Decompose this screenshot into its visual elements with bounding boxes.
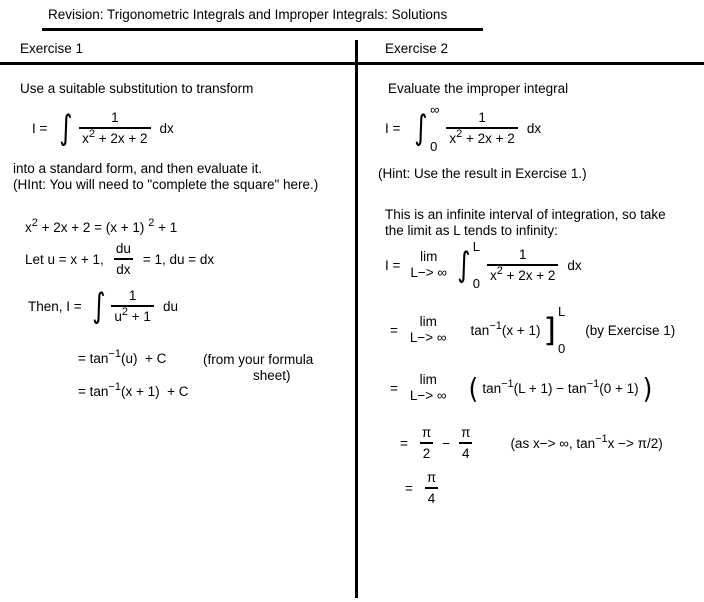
eq-differential: dx — [567, 257, 582, 273]
ex2-pi-equation — [400, 423, 663, 463]
den-tail: + 1 — [128, 309, 151, 324]
pi-over-4-fraction — [459, 425, 472, 461]
eq-differential: du — [162, 298, 178, 314]
eq-lhs: I = — [385, 257, 401, 273]
fraction-numerator: 1 — [478, 109, 486, 125]
by-exercise-note: (by Exercise 1) — [585, 322, 676, 338]
den-base: u — [114, 309, 122, 324]
fraction-numerator: 1 — [518, 246, 527, 262]
pi-over-4-fraction — [425, 470, 438, 506]
fraction-numerator: 1 — [111, 109, 119, 125]
den-exponent: 2 — [496, 265, 503, 277]
fraction-bar — [425, 487, 438, 489]
ex1-result-arctan-x — [78, 381, 189, 400]
fraction-bar — [111, 305, 154, 307]
lower-bound: 0 — [430, 139, 438, 154]
fraction-bar — [114, 258, 133, 260]
formula-sheet-note-line1: (from your formula — [203, 352, 314, 367]
close-paren: ) — [642, 371, 653, 405]
inverse-exponent: −1 — [595, 432, 608, 445]
eq-differential: dx — [526, 120, 542, 136]
cs-part2: + 2x + 2 = (x + 1) — [37, 220, 149, 235]
cs-exponent1: 2 — [31, 217, 38, 229]
inverse-exponent: −1 — [108, 348, 121, 360]
lower-bound: 0 — [472, 276, 480, 291]
arctan-expression — [470, 319, 541, 338]
fraction-numerator: 1 — [128, 287, 137, 303]
ex2-hint-line: (Hint: Use the result in Exercise 1.) — [378, 166, 587, 181]
ex2-main-equation — [385, 100, 541, 156]
inverse-exponent: −1 — [108, 381, 121, 393]
lim-subscript: L−> ∞ — [409, 388, 447, 403]
ex2-intro-text: Evaluate the improper integral — [388, 81, 569, 96]
ex2-explanation-line2: the limit as L tends to infinity: — [385, 223, 558, 238]
bracket-glyph: ] — [543, 311, 556, 349]
den-tail: + 2x + 2 — [502, 268, 556, 283]
title-underline — [42, 28, 483, 31]
fraction-numerator: π — [426, 469, 437, 485]
result-pre: = tan — [78, 384, 109, 399]
evaluation-bracket — [544, 304, 566, 356]
integral-sign: ∫ — [91, 285, 106, 326]
lim-label: lim — [419, 372, 437, 388]
subst-post: = 1, du = dx — [142, 251, 215, 267]
integral-sign: ∫ — [457, 244, 471, 285]
equals-sign: = — [405, 480, 413, 496]
limit-operator — [410, 249, 447, 281]
den-tail: + 2x + 2 — [94, 131, 148, 146]
fraction — [446, 110, 517, 146]
eq-lhs: I = — [385, 120, 401, 136]
fraction-numerator: π — [421, 424, 432, 440]
fraction-denominator — [111, 306, 154, 324]
ex1-hint-line: (HInt: You will need to "complete the square" here.) — [13, 177, 319, 192]
ex2-limit-equation — [385, 239, 582, 291]
substitution-line — [25, 242, 214, 276]
den-base: x — [449, 131, 457, 146]
fraction-bar — [420, 442, 433, 444]
fraction-denominator: 4 — [427, 491, 436, 506]
expr-end: (0 + 1) — [599, 380, 639, 396]
asymptote-note — [510, 432, 663, 451]
ex2-difference-equation — [390, 369, 652, 407]
du-dx-fraction — [114, 241, 133, 277]
exercise2-header: Exercise 2 — [385, 41, 449, 56]
eq-differential: dx — [159, 120, 174, 136]
note-pre: (as x−> ∞, tan — [510, 435, 596, 451]
den-tail: + 2x + 2 — [462, 131, 515, 146]
integral-with-bounds — [412, 102, 439, 154]
ex1-then-equation — [28, 284, 178, 328]
integral-sign: ∫ — [414, 107, 428, 148]
limit-operator — [410, 372, 447, 404]
integral-bounds — [430, 102, 439, 154]
result-post: (u) + C — [120, 351, 167, 366]
ex2-evaluation-equation — [390, 306, 675, 354]
ex2-final-answer — [405, 471, 438, 505]
expr-middle: (L + 1) − tan — [513, 380, 587, 396]
fraction-denominator: 4 — [462, 446, 470, 461]
den-exponent: 2 — [88, 128, 95, 140]
fraction-numerator: π — [461, 424, 471, 440]
fraction-denominator: dx — [116, 262, 131, 277]
upper-bound: ∞ — [430, 102, 440, 117]
limit-operator — [410, 314, 447, 346]
fn-name: tan — [482, 380, 502, 396]
equals-sign: = — [390, 322, 398, 338]
equals-sign: = — [400, 435, 408, 451]
inverse-exponent: −1 — [501, 377, 514, 390]
lim-label: lim — [419, 314, 437, 330]
upper-bound: L — [472, 239, 480, 254]
formula-sheet-note-line2: sheet) — [253, 368, 291, 383]
fraction-denominator — [79, 128, 150, 146]
ex1-result-arctan-u — [78, 348, 167, 367]
column-divider-line — [355, 40, 358, 598]
cs-exponent2: 2 — [148, 217, 155, 229]
inverse-exponent: −1 — [586, 377, 600, 390]
equals-sign: = — [390, 380, 398, 396]
fraction-denominator: 2 — [422, 446, 431, 461]
fraction — [79, 110, 150, 146]
den-exponent: 2 — [456, 128, 463, 140]
den-base: x — [82, 131, 89, 146]
page-title: Revision: Trigonometric Integrals and Improper Integrals: Solutions — [48, 7, 448, 22]
ex1-intro-text: Use a suitable substitution to transform — [20, 81, 254, 96]
lim-label: lim — [420, 249, 438, 265]
bracket-bounds — [558, 304, 565, 356]
den-base: x — [490, 268, 497, 283]
inverse-exponent: −1 — [489, 319, 502, 332]
integral-with-bounds — [455, 239, 480, 291]
integral-sign: ∫ — [59, 107, 73, 148]
eq-lhs: Then, I = — [28, 298, 82, 314]
note-post: x −> π/2) — [607, 435, 663, 451]
exercise1-header: Exercise 1 — [20, 41, 84, 56]
difference-expression — [482, 377, 639, 396]
cs-part3: + 1 — [154, 220, 178, 235]
result-post: (x + 1) + C — [120, 384, 189, 399]
ex2-explanation-line1: This is an infinite interval of integration, so take — [385, 207, 666, 222]
cs-part1: x — [25, 220, 32, 235]
fraction-numerator: du — [115, 240, 131, 256]
minus-sign: − — [442, 435, 451, 451]
den-exponent: 2 — [121, 306, 129, 318]
ex1-main-equation — [32, 100, 174, 156]
lim-subscript: L−> ∞ — [410, 265, 448, 280]
result-pre: = tan — [78, 351, 109, 366]
integral-bounds — [473, 239, 480, 291]
fraction — [111, 288, 154, 324]
fraction — [487, 247, 558, 283]
fn-argument: (x + 1) — [501, 322, 541, 338]
eq-lhs: I = — [32, 120, 48, 136]
ex1-instruction-line1: into a standard form, and then evaluate it. — [13, 161, 263, 176]
subst-pre: Let u = x + 1, — [25, 251, 104, 267]
lim-subscript: L−> ∞ — [409, 330, 447, 345]
lower-bound: 0 — [558, 341, 566, 356]
complete-square-equation — [25, 217, 178, 236]
fraction-denominator — [446, 128, 517, 146]
pi-over-2-fraction — [420, 425, 433, 461]
header-divider-line — [0, 62, 704, 65]
fraction-denominator — [487, 265, 558, 283]
upper-bound: L — [558, 304, 566, 319]
open-paren: ( — [468, 371, 479, 405]
fraction-bar — [459, 442, 472, 444]
fn-name: tan — [470, 322, 490, 338]
